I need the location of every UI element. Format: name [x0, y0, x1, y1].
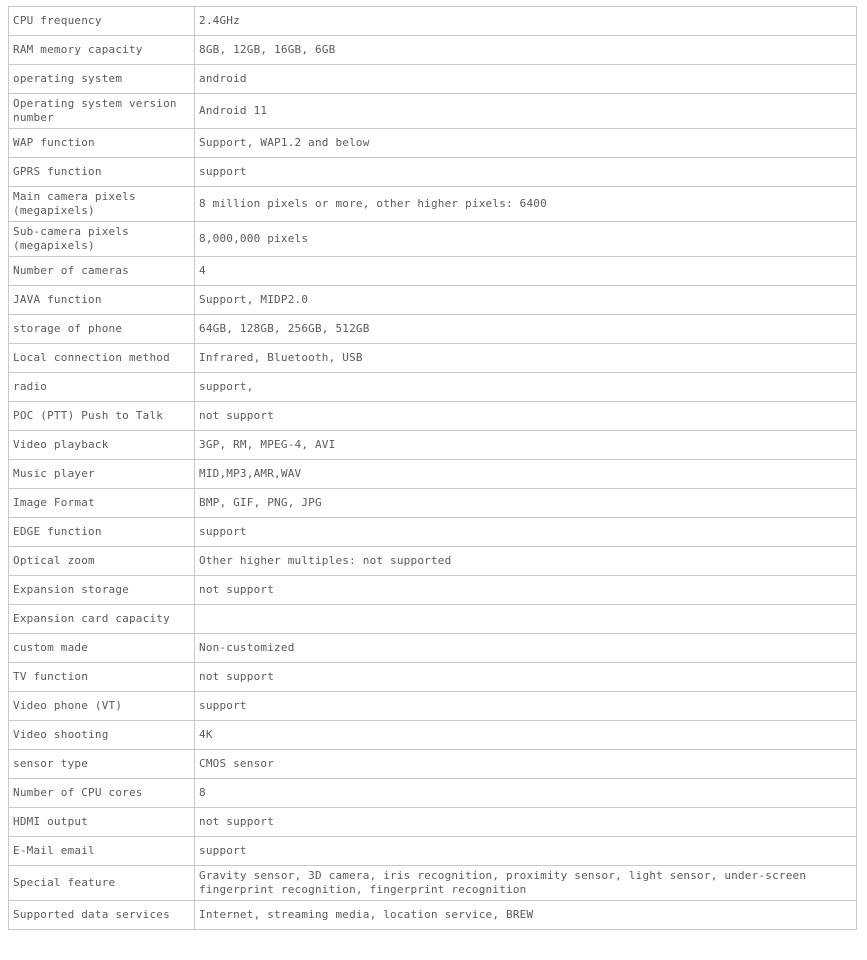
- spec-value: not support: [195, 663, 857, 692]
- spec-label: Image Format: [9, 489, 195, 518]
- spec-value: Gravity sensor, 3D camera, iris recognition, proximity sensor, light sensor, under-screen fingerprint recognition, fingerprint recognition: [195, 866, 857, 901]
- spec-label: POC (PTT) Push to Talk: [9, 402, 195, 431]
- spec-value: [195, 605, 857, 634]
- spec-label: CPU frequency: [9, 7, 195, 36]
- table-row: [9, 315, 857, 344]
- spec-label: EDGE function: [9, 518, 195, 547]
- table-row: [9, 7, 857, 36]
- spec-value: Infrared, Bluetooth, USB: [195, 344, 857, 373]
- table-row: [9, 36, 857, 65]
- spec-value: support: [195, 518, 857, 547]
- spec-label: Number of cameras: [9, 257, 195, 286]
- spec-label: Main camera pixels (megapixels): [9, 187, 195, 222]
- table-row: [9, 373, 857, 402]
- table-row: [9, 257, 857, 286]
- table-row: [9, 518, 857, 547]
- spec-label: E-Mail email: [9, 837, 195, 866]
- table-row: [9, 901, 857, 930]
- table-row: [9, 808, 857, 837]
- spec-label: Video shooting: [9, 721, 195, 750]
- spec-value: 2.4GHz: [195, 7, 857, 36]
- spec-label: TV function: [9, 663, 195, 692]
- spec-label: Local connection method: [9, 344, 195, 373]
- table-row: [9, 779, 857, 808]
- spec-value: 8,000,000 pixels: [195, 222, 857, 257]
- spec-label: Special feature: [9, 866, 195, 901]
- spec-value: 8: [195, 779, 857, 808]
- table-row: [9, 663, 857, 692]
- table-row: [9, 65, 857, 94]
- table-row: [9, 866, 857, 901]
- spec-label: storage of phone: [9, 315, 195, 344]
- spec-label: Number of CPU cores: [9, 779, 195, 808]
- table-row: [9, 837, 857, 866]
- spec-value: support: [195, 692, 857, 721]
- spec-label: Sub-camera pixels (megapixels): [9, 222, 195, 257]
- spec-value: support: [195, 158, 857, 187]
- spec-label: Optical zoom: [9, 547, 195, 576]
- table-row: [9, 286, 857, 315]
- spec-label: WAP function: [9, 129, 195, 158]
- spec-value: support,: [195, 373, 857, 402]
- spec-value: MID,MP3,AMR,WAV: [195, 460, 857, 489]
- spec-value: 8GB, 12GB, 16GB, 6GB: [195, 36, 857, 65]
- spec-label: Expansion storage: [9, 576, 195, 605]
- spec-label: GPRS function: [9, 158, 195, 187]
- table-row: [9, 489, 857, 518]
- spec-table-body: [9, 7, 857, 930]
- table-row: [9, 222, 857, 257]
- spec-value: CMOS sensor: [195, 750, 857, 779]
- spec-value: 4K: [195, 721, 857, 750]
- spec-label: Operating system version number: [9, 94, 195, 129]
- spec-value: Non-customized: [195, 634, 857, 663]
- table-row: [9, 750, 857, 779]
- spec-label: HDMI output: [9, 808, 195, 837]
- spec-value: Support, MIDP2.0: [195, 286, 857, 315]
- spec-value: BMP, GIF, PNG, JPG: [195, 489, 857, 518]
- spec-label: sensor type: [9, 750, 195, 779]
- spec-label: JAVA function: [9, 286, 195, 315]
- spec-value: not support: [195, 402, 857, 431]
- spec-value: not support: [195, 808, 857, 837]
- table-row: [9, 94, 857, 129]
- spec-value: Other higher multiples: not supported: [195, 547, 857, 576]
- table-row: [9, 721, 857, 750]
- spec-value: 3GP, RM, MPEG-4, AVI: [195, 431, 857, 460]
- table-row: [9, 692, 857, 721]
- table-row: [9, 576, 857, 605]
- spec-value: 64GB, 128GB, 256GB, 512GB: [195, 315, 857, 344]
- table-row: [9, 344, 857, 373]
- spec-label: Video phone (VT): [9, 692, 195, 721]
- spec-value: not support: [195, 576, 857, 605]
- spec-table: [8, 6, 857, 930]
- spec-label: Expansion card capacity: [9, 605, 195, 634]
- spec-label: RAM memory capacity: [9, 36, 195, 65]
- spec-label: radio: [9, 373, 195, 402]
- spec-value: 8 million pixels or more, other higher pixels: 6400: [195, 187, 857, 222]
- table-row: [9, 129, 857, 158]
- table-row: [9, 158, 857, 187]
- spec-value: 4: [195, 257, 857, 286]
- table-row: [9, 431, 857, 460]
- spec-label: Music player: [9, 460, 195, 489]
- table-row: [9, 634, 857, 663]
- table-row: [9, 605, 857, 634]
- table-row: [9, 547, 857, 576]
- spec-label: custom made: [9, 634, 195, 663]
- spec-value: support: [195, 837, 857, 866]
- spec-value: android: [195, 65, 857, 94]
- spec-value: Android 11: [195, 94, 857, 129]
- spec-label: Supported data services: [9, 901, 195, 930]
- spec-value: Support, WAP1.2 and below: [195, 129, 857, 158]
- spec-label: Video playback: [9, 431, 195, 460]
- spec-value: Internet, streaming media, location service, BREW: [195, 901, 857, 930]
- table-row: [9, 460, 857, 489]
- spec-label: operating system: [9, 65, 195, 94]
- table-row: [9, 402, 857, 431]
- table-row: [9, 187, 857, 222]
